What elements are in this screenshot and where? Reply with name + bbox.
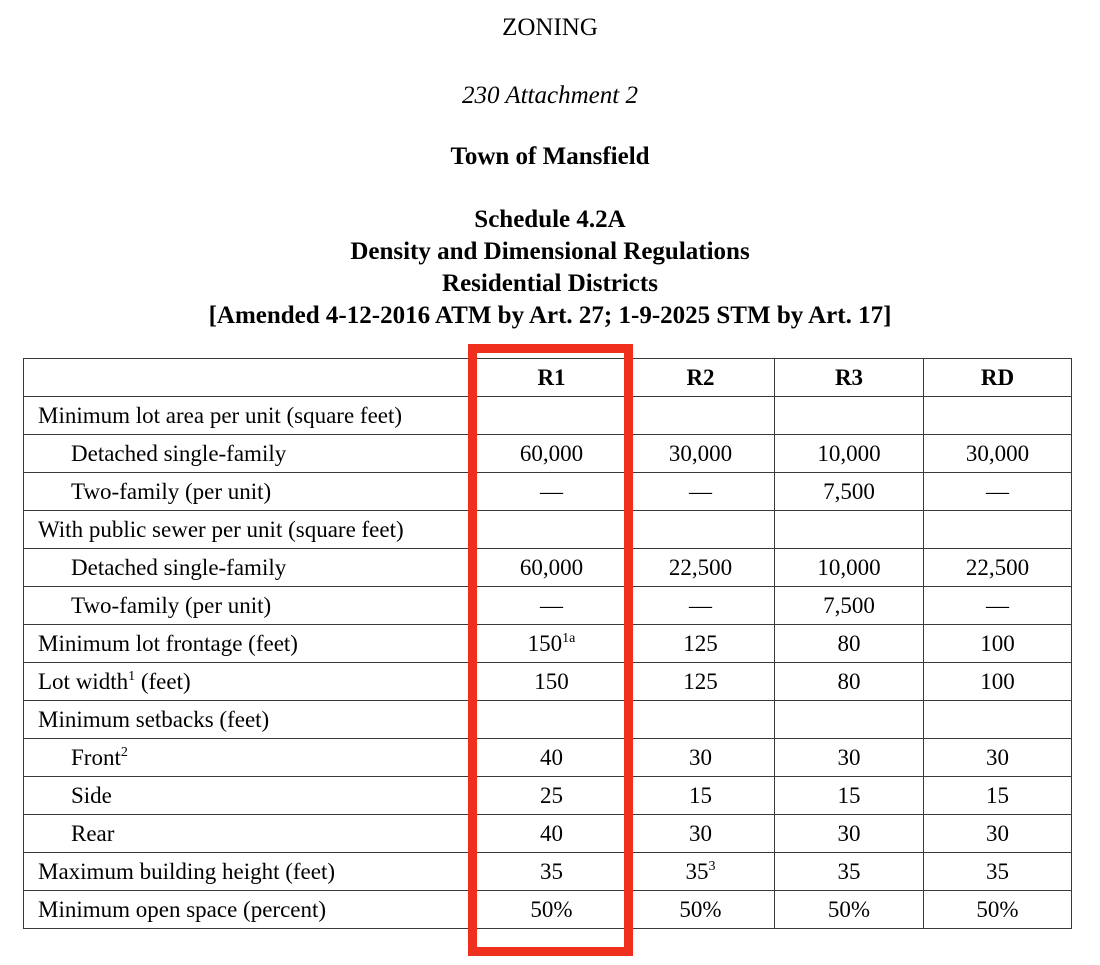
value-cell	[924, 549, 1072, 587]
value-cell	[627, 777, 775, 815]
table-row	[24, 739, 1072, 777]
row-label	[24, 511, 477, 549]
schedule-heading-block	[0, 204, 1100, 332]
value-cell	[924, 435, 1072, 473]
row-label-text: Lot width	[38, 668, 129, 694]
cell-value: 35	[837, 858, 861, 884]
cell-value: 30	[837, 744, 861, 770]
value-cell	[775, 777, 924, 815]
cell-value: 50%	[827, 896, 871, 922]
value-cell	[627, 549, 775, 587]
value-cell	[775, 587, 924, 625]
value-cell	[627, 397, 775, 435]
value-cell	[627, 739, 775, 777]
cell-value: 60,000	[519, 440, 584, 466]
value-cell	[627, 625, 775, 663]
table-header-row	[24, 359, 1072, 397]
header-cell-r2: R2	[627, 359, 775, 397]
value-cell	[627, 663, 775, 701]
value-cell	[627, 853, 775, 891]
value-cell	[924, 625, 1072, 663]
cell-value: 150	[534, 668, 569, 694]
value-cell	[924, 739, 1072, 777]
table-row	[24, 777, 1072, 815]
row-label-text: Minimum open space (percent)	[38, 896, 327, 922]
cell-value: 60,000	[519, 554, 584, 580]
cell-value: 100	[980, 630, 1015, 656]
cell-value: 30	[689, 744, 712, 770]
value-cell	[775, 511, 924, 549]
cell-value: 80	[837, 630, 861, 656]
cell-value: —	[540, 478, 563, 504]
cell-value: —	[986, 478, 1009, 504]
header-cell-r3: R3	[775, 359, 924, 397]
row-label	[24, 397, 477, 435]
row-label	[24, 663, 477, 701]
row-label-text: Detached single-family	[71, 554, 287, 580]
value-cell	[775, 549, 924, 587]
value-cell	[477, 663, 627, 701]
value-cell	[627, 701, 775, 739]
value-cell	[477, 625, 627, 663]
value-cell	[627, 891, 775, 929]
row-label	[24, 815, 477, 853]
value-cell	[775, 739, 924, 777]
value-cell	[775, 853, 924, 891]
value-cell	[627, 587, 775, 625]
value-cell	[477, 511, 627, 549]
value-cell	[775, 891, 924, 929]
cell-value: 100	[980, 668, 1015, 694]
cell-value: 15	[986, 782, 1009, 808]
row-label-text: Maximum building height (feet)	[38, 858, 336, 884]
schedule-subtitle: Density and Dimensional Regulations	[350, 238, 750, 265]
value-cell	[627, 473, 775, 511]
value-cell	[775, 625, 924, 663]
cell-value: 15	[689, 782, 712, 808]
value-cell	[924, 473, 1072, 511]
row-label-text: Front	[71, 744, 121, 770]
cell-value: 50%	[679, 896, 722, 922]
value-cell	[775, 473, 924, 511]
table-row	[24, 625, 1072, 663]
cell-value: 150	[527, 630, 563, 656]
cell-value: 30	[837, 820, 861, 846]
value-cell	[477, 549, 627, 587]
cell-value: —	[540, 592, 563, 618]
row-label	[24, 435, 477, 473]
header-cell-blank	[24, 359, 477, 397]
row-label	[24, 625, 477, 663]
value-cell	[924, 663, 1072, 701]
value-cell	[775, 435, 924, 473]
value-cell	[627, 815, 775, 853]
cell-value: 22,500	[668, 554, 733, 580]
cell-value: —	[689, 592, 712, 618]
value-cell	[477, 473, 627, 511]
table-row	[24, 511, 1072, 549]
value-cell	[775, 663, 924, 701]
row-label	[24, 891, 477, 929]
value-cell	[924, 587, 1072, 625]
footnote-marker: 3	[708, 858, 716, 874]
town-heading: Town of Mansfield	[450, 143, 650, 170]
footnote-marker: 2	[120, 744, 128, 760]
value-cell	[627, 435, 775, 473]
cell-value: 125	[683, 630, 718, 656]
row-label-text: With public sewer per unit (square feet)	[38, 516, 404, 542]
row-label	[24, 587, 477, 625]
value-cell	[627, 511, 775, 549]
table-row	[24, 397, 1072, 435]
cell-value: 35	[986, 858, 1009, 884]
value-cell	[477, 435, 627, 473]
footnote-marker: 1	[128, 668, 136, 684]
value-cell	[775, 815, 924, 853]
regulations-table	[23, 358, 1072, 929]
cell-value: 50%	[530, 896, 573, 922]
header-cell-rd: RD	[924, 359, 1072, 397]
cell-value: —	[986, 592, 1009, 618]
table-row	[24, 587, 1072, 625]
value-cell	[477, 853, 627, 891]
cell-value: 25	[540, 782, 563, 808]
value-cell	[477, 815, 627, 853]
row-label	[24, 739, 477, 777]
cell-value: 50%	[976, 896, 1019, 922]
row-label	[24, 853, 477, 891]
row-label-text: Minimum lot frontage (feet)	[38, 630, 298, 656]
cell-value: 30	[986, 744, 1009, 770]
table-row	[24, 701, 1072, 739]
row-label	[24, 473, 477, 511]
cell-value: 7,500	[823, 592, 875, 618]
row-label-text: Side	[71, 782, 112, 808]
value-cell	[477, 397, 627, 435]
value-cell	[924, 701, 1072, 739]
value-cell	[477, 701, 627, 739]
cell-value: —	[689, 478, 712, 504]
cell-value: 30	[986, 820, 1009, 846]
regulations-table-body	[24, 359, 1072, 929]
attachment-heading: 230 Attachment 2	[462, 82, 638, 109]
cell-value: 7,500	[823, 478, 875, 504]
header-cell-r1: R1	[477, 359, 627, 397]
table-row	[24, 473, 1072, 511]
table-row	[24, 663, 1072, 701]
value-cell	[477, 587, 627, 625]
value-cell	[477, 891, 627, 929]
cell-value: 10,000	[817, 554, 881, 580]
cell-value: 15	[837, 782, 861, 808]
value-cell	[924, 777, 1072, 815]
row-label	[24, 549, 477, 587]
cell-value: 40	[540, 820, 563, 846]
row-label-text: Rear	[71, 820, 115, 846]
table-row	[24, 435, 1072, 473]
cell-value: 30,000	[965, 440, 1030, 466]
row-label-text: Two-family (per unit)	[71, 478, 272, 504]
value-cell	[924, 815, 1072, 853]
districts-title: Residential Districts	[442, 270, 658, 297]
table-row	[24, 891, 1072, 929]
cell-value: 40	[540, 744, 563, 770]
row-label-text: Detached single-family	[71, 440, 287, 466]
value-cell	[775, 397, 924, 435]
row-label-text: Minimum setbacks (feet)	[38, 706, 270, 732]
cell-value: 22,500	[965, 554, 1030, 580]
value-cell	[477, 739, 627, 777]
value-cell	[924, 853, 1072, 891]
row-label	[24, 701, 477, 739]
value-cell	[924, 397, 1072, 435]
row-label-text: Minimum lot area per unit (square feet)	[38, 402, 403, 428]
value-cell	[924, 891, 1072, 929]
row-label-suffix: (feet)	[135, 668, 191, 694]
cell-value: 125	[683, 668, 718, 694]
row-label-text: Two-family (per unit)	[71, 592, 272, 618]
cell-value: 35	[685, 858, 709, 884]
table-row	[24, 549, 1072, 587]
cell-value: 35	[540, 858, 563, 884]
cell-value: 80	[837, 668, 861, 694]
footnote-marker: 1a	[562, 630, 576, 646]
row-label	[24, 777, 477, 815]
cell-value: 30	[689, 820, 712, 846]
cell-value: 30,000	[668, 440, 733, 466]
section-heading: ZONING	[502, 14, 598, 41]
value-cell	[477, 777, 627, 815]
amendment-note: [Amended 4-12-2016 ATM by Art. 27; 1-9-2025 STM by Art. 17]	[208, 302, 892, 329]
schedule-title: Schedule 4.2A	[474, 206, 626, 233]
value-cell	[924, 511, 1072, 549]
cell-value: 10,000	[817, 440, 881, 466]
table-row	[24, 853, 1072, 891]
value-cell	[775, 701, 924, 739]
table-row	[24, 815, 1072, 853]
